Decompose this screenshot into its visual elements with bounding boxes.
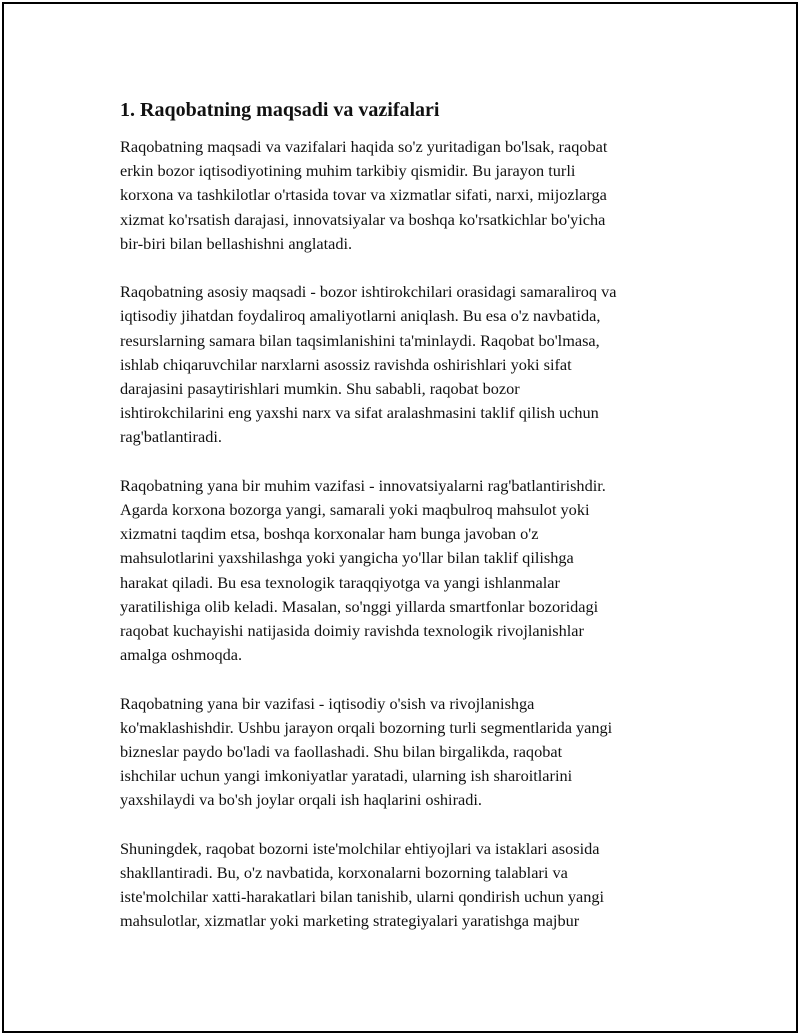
text-line: rag'batlantiradi. (120, 427, 222, 447)
text-line: Shuningdek, raqobat bozorni iste'molchilar ehtiyojlari va istaklari asosida (120, 838, 600, 858)
text-line: amalga oshmoqda. (120, 645, 243, 665)
text-line: darajasini pasaytirishlari mumkin. Shu sababli, raqobat bozor (120, 379, 520, 399)
text-line: erkin bozor iqtisodiyotining muhim tarkibiy qismidir. Bu jarayon turli (120, 161, 576, 181)
text-line: bir-biri bilan bellashishni anglatadi. (120, 233, 353, 253)
text-line: mahsulotlar, xizmatlar yoki marketing strategiyalari yaratishga majbur (120, 911, 580, 931)
text-line: raqobat kuchayishi natijasida doimiy ravishda texnologik rivojlanishlar (120, 621, 584, 641)
paragraph-2 (120, 280, 700, 449)
text-line: yaratilishiga olib keladi. Masalan, so'nggi yillarda smartfonlar bozoridagi (120, 596, 599, 616)
paragraph-1 (120, 135, 700, 256)
text-line: harakat qiladi. Bu esa texnologik taraqqiyotga va yangi ishlanmalar (120, 572, 560, 592)
text-line: Raqobatning yana bir muhim vazifasi - innovatsiyalarni rag'batlantirishdir. (120, 475, 606, 495)
text-line: resurslarning samara bilan taqsimlanishini ta'minlaydi. Raqobat bo'lmasa, (120, 330, 600, 350)
section-heading: 1. Raqobatning maqsadi va vazifalari (120, 99, 440, 121)
text-line: ko'maklashishdir. Ushbu jarayon orqali bozorning turli segmentlarida yangi (120, 717, 613, 737)
text-line: Agarda korxona bozorga yangi, samarali yoki maqbulroq mahsulot yoki (120, 500, 590, 520)
text-line: xizmatni taqdim etsa, boshqa korxonalar ham bunga javoban o'z (120, 524, 539, 544)
text-line: Raqobatning asosiy maqsadi - bozor ishtirokchilari orasidagi samaraliroq va (120, 282, 617, 302)
paragraph-3 (120, 474, 700, 668)
text-line: bizneslar paydo bo'ladi va faollashadi. Shu bilan birgalikda, raqobat (120, 742, 563, 762)
document-body (120, 98, 700, 958)
text-line: ishchilar uchun yangi imkoniyatlar yaratadi, ularning ish sharoitlarini (120, 766, 573, 786)
text-line: ishtirokchilarini eng yaxshi narx va sifat aralashmasini taklif qilish uchun (120, 403, 599, 423)
text-line: Raqobatning maqsadi va vazifalari haqida so'z yuritadigan bo'lsak, raqobat (120, 137, 608, 156)
text-line: mahsulotlarini yaxshilashga yoki yangicha yo'llar bilan taklif qilishga (120, 548, 574, 568)
text-line: Raqobatning yana bir vazifasi - iqtisodiy o'sish va rivojlanishga (120, 693, 535, 713)
page-frame (2, 2, 798, 1033)
text-line: shakllantiradi. Bu, o'z navbatida, korxonalarni bozorning talablari va (120, 863, 568, 883)
paragraph-5 (120, 837, 700, 934)
text-line: korxona va tashkilotlar o'rtasida tovar va xizmatlar sifati, narxi, mijozlarga (120, 185, 607, 205)
text-line: yaxshilaydi va bo'sh joylar orqali ish haqlarini oshiradi. (120, 790, 482, 810)
text-line: iste'molchilar xatti-harakatlari bilan tanishib, ularni qondirish uchun yangi (120, 887, 605, 907)
text-line: xizmat ko'rsatish darajasi, innovatsiyalar va boshqa ko'rsatkichlar bo'yicha (120, 209, 606, 229)
paragraph-4 (120, 692, 700, 813)
text-line: ishlab chiqaruvchilar narxlarni asossiz ravishda oshirishlari yoki sifat (120, 354, 572, 374)
text-line: iqtisodiy jihatdan foydaliroq amaliyotlarni aniqlash. Bu esa o'z navbatida, (120, 306, 601, 326)
